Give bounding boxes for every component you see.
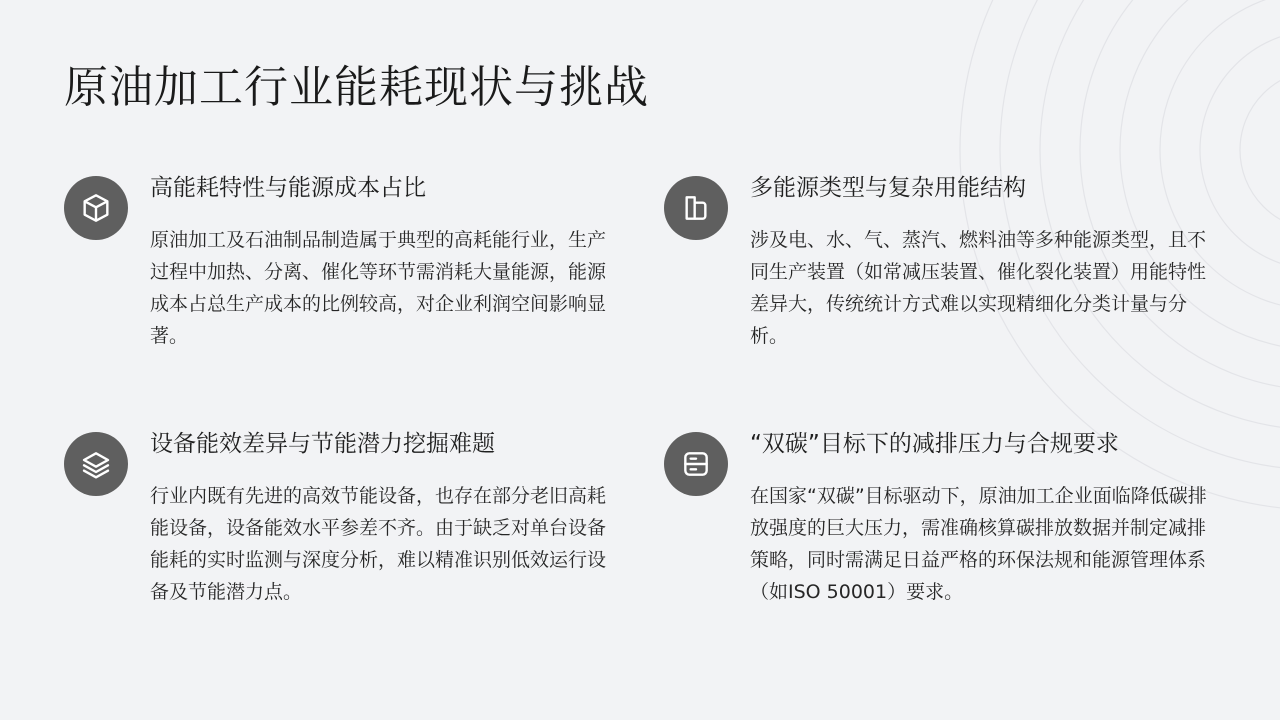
- layout-icon: [680, 192, 712, 224]
- card-title: 多能源类型与复杂用能结构: [750, 175, 1026, 201]
- icon-badge: [664, 176, 728, 240]
- card-body: 在国家“双碳”目标驱动下，原油加工企业面临降低碳排放强度的巨大压力，需准确核算碳排放数据并制定减排策略，同时需满足日益严格的环保法规和能源管理体系（如ISO 50001）要求。: [750, 485, 1207, 603]
- page-title: 原油加工行业能耗现状与挑战: [64, 62, 649, 113]
- icon-badge: [64, 176, 128, 240]
- icon-badge: [64, 432, 128, 496]
- server-icon: [680, 448, 712, 480]
- card-title: 高能耗特性与能源成本占比: [150, 175, 426, 201]
- card-title: “双碳”目标下的减排压力与合规要求: [750, 431, 1119, 457]
- cube-icon: [80, 192, 112, 224]
- card-body: 涉及电、水、气、蒸汽、燃料油等多种能源类型，且不同生产装置（如常减压装置、催化裂化装置）用能特性差异大，传统统计方式难以实现精细化分类计量与分析。: [750, 229, 1207, 347]
- card-body: 原油加工及石油制品制造属于典型的高耗能行业，生产过程中加热、分离、催化等环节需消耗大量能源，能源成本占总生产成本的比例较高，对企业利润空间影响显著。: [150, 229, 607, 347]
- card-title: 设备能效差异与节能潜力挖掘难题: [150, 431, 495, 457]
- card-body: 行业内既有先进的高效节能设备，也存在部分老旧高耗能设备，设备能效水平参差不齐。由于缺乏对单台设备能耗的实时监测与深度分析，难以精准识别低效运行设备及节能潜力点。: [150, 485, 607, 603]
- layers-icon: [80, 448, 112, 480]
- icon-badge: [664, 432, 728, 496]
